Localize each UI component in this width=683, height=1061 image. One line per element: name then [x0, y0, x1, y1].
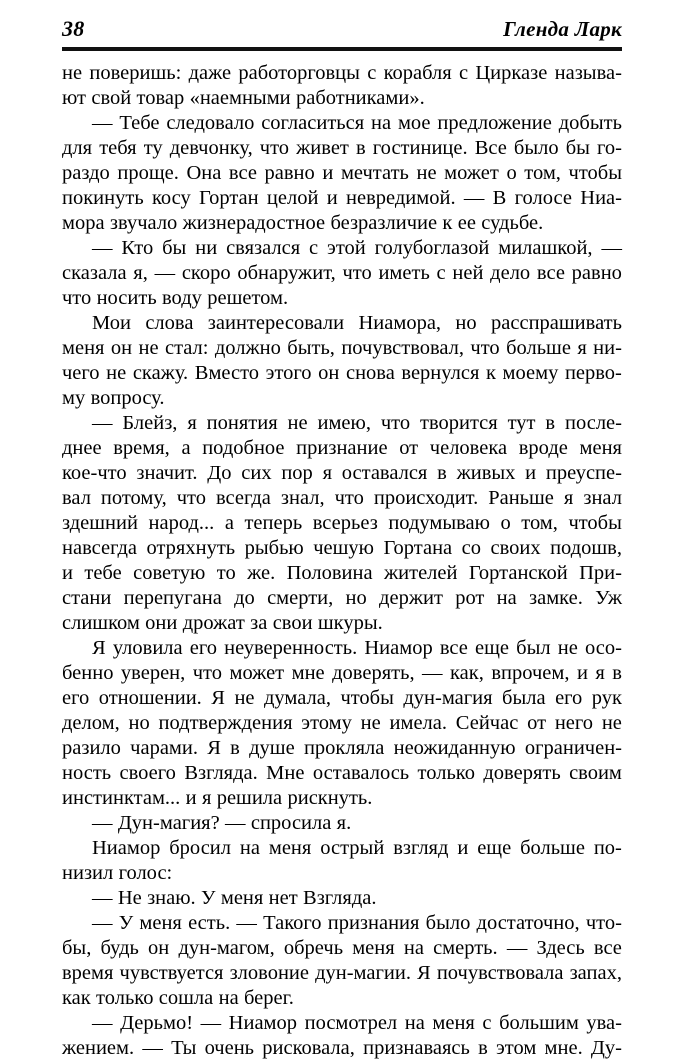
text-line: мора звучало жизнерадостное безразличие к ее судьбе.	[62, 212, 544, 234]
text-line: бенно уверен, что может мне доверять, — как, впрочем, и я в	[62, 662, 622, 684]
text-line: чего не скажу. Вместо этого он снова вернулся к моему перво-	[62, 362, 622, 384]
text-line: — У меня есть. — Такого признания было достаточно, что-	[92, 912, 622, 934]
text-line: меня он не стал: должно быть, почувствовал, что больше я ни-	[62, 337, 622, 359]
paragraph	[62, 1011, 622, 1061]
text-line: делом, но подтверждения этому не имела. Сейчас от него не	[62, 712, 622, 734]
running-head	[62, 16, 622, 46]
text-line: ность своего Взгляда. Мне оставалось только доверять своим	[62, 762, 622, 784]
text-line: время чувствуется зловоние дун-магии. Я почувствовала запах,	[62, 962, 622, 984]
paragraph	[62, 236, 622, 311]
text-line: кое-что значит. До сих пор я оставался в живых и преуспе-	[62, 462, 622, 484]
text-line: Ниамор бросил на меня острый взгляд и еще больше по-	[92, 837, 622, 859]
text-line: — Кто бы ни связался с этой голубоглазой милашкой, —	[92, 237, 622, 259]
text-line: низил голос:	[62, 862, 173, 884]
text-line: жением. — Ты очень рисковала, признаваясь в этом мне. Ду-	[62, 1037, 622, 1059]
paragraph	[62, 911, 622, 1011]
text-line: — Дун-магия? — спросила я.	[92, 812, 352, 834]
page-number: 38	[62, 16, 85, 41]
text-line: как только сошла на берег.	[62, 987, 294, 1009]
paragraph	[62, 836, 622, 886]
text-line: навсегда отряхнуть рыбью чешую Гортана со своих подошв,	[62, 537, 622, 559]
text-line: Я уловила его неуверенность. Ниамор все еще был не осо-	[92, 637, 622, 659]
text-line: слишком они дрожат за свои шкуры.	[62, 612, 383, 634]
text-line: стани перепугана до смерти, но держит рот на замке. Уж	[62, 587, 622, 609]
text-line: и тебе советую то же. Половина жителей Гортанской При-	[62, 562, 622, 584]
header-rule	[62, 47, 622, 51]
text-line: — Не знаю. У меня нет Взгляда.	[92, 887, 377, 909]
text-line: здешний народ... а теперь всерьез подумываю о том, чтобы	[62, 512, 622, 534]
text-line: сказала я, — скоро обнаружит, что иметь с ней дело все равно	[62, 262, 622, 284]
text-line: покинуть косу Гортан целой и невредимой. — В голосе Ниа-	[62, 187, 622, 209]
text-line: для тебя ту девчонку, что живет в гостинице. Все было бы го-	[62, 137, 622, 159]
text-line: раздо проще. Она все равно и мечтать не может о том, чтобы	[62, 162, 622, 184]
text-line: его отношении. Я не думала, чтобы дун-магия была его рук	[62, 687, 622, 709]
paragraph	[62, 61, 622, 111]
author-name: Гленда Ларк	[503, 17, 622, 41]
text-line: му вопросу.	[62, 387, 165, 409]
paragraph	[62, 111, 622, 236]
text-line: ют свой товар «наемными работниками».	[62, 87, 425, 109]
paragraph	[62, 411, 622, 636]
paragraph	[62, 636, 622, 811]
paragraph	[62, 811, 622, 836]
text-line: днее время, а подобное признание от человека вроде меня	[62, 437, 622, 459]
text-line: не поверишь: даже работорговцы с корабля с Цирказе называ-	[62, 62, 622, 84]
text-line: разило чарами. Я в душе прокляла неожиданную ограничен-	[62, 737, 622, 759]
text-line: — Тебе следовало согласиться на мое предложение добыть	[92, 112, 622, 134]
text-line: — Блейз, я понятия не имею, что творится тут в после-	[92, 412, 622, 434]
text-line: Мои слова заинтересовали Ниамора, но расспрашивать	[92, 312, 622, 334]
text-line: что носить воду решетом.	[62, 287, 289, 309]
text-line: вал потому, что всегда знал, что происходит. Раньше я знал	[62, 487, 622, 509]
body-text	[62, 61, 622, 1061]
paragraph	[62, 886, 622, 911]
text-line: бы, будь он дун-магом, обречь меня на смерть. — Здесь все	[62, 937, 622, 959]
text-line: инстинктам... и я решила рискнуть.	[62, 787, 373, 809]
text-line: — Дерьмо! — Ниамор посмотрел на меня с большим ува-	[92, 1012, 622, 1034]
paragraph	[62, 311, 622, 411]
